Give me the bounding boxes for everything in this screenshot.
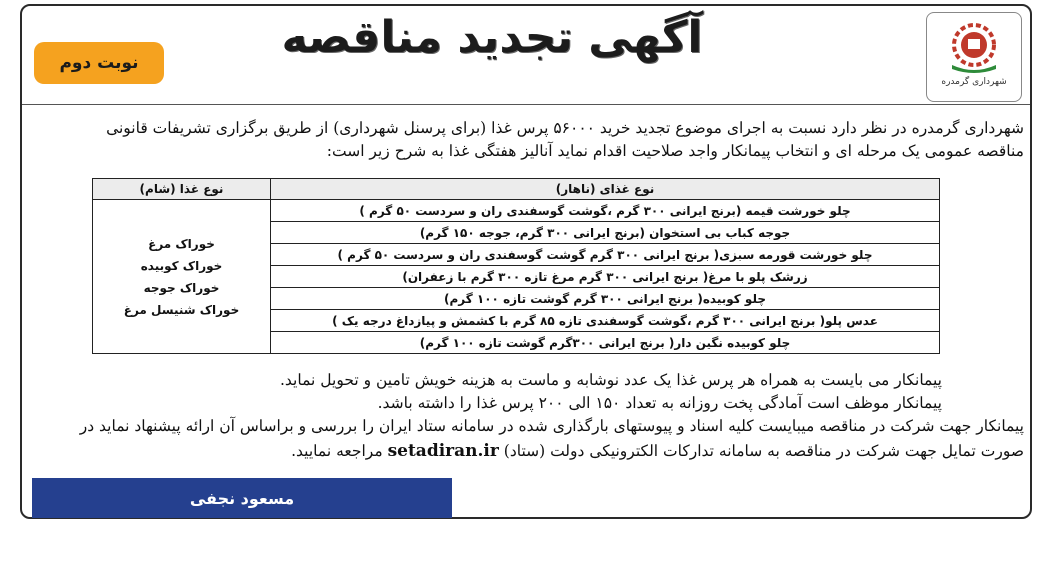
table-row xyxy=(93,200,940,222)
municipality-logo xyxy=(926,12,1022,102)
dinner-items-cell xyxy=(93,200,271,354)
lunch-item: زرشک پلو با مرغ( برنج ایرانی ۳۰۰ گرم مرغ تازه ۳۰۰ گرم با زعفران) xyxy=(271,266,940,288)
lunch-item: چلو خورشت قیمه (برنج ایرانی ۳۰۰ گرم ،گوشت گوسفندی ران و سردست ۵۰ گرم ) xyxy=(271,200,940,222)
body-line-4 xyxy=(291,440,1024,463)
dinner-item: خوراک کوبیده xyxy=(140,258,223,273)
weekly-menu-table xyxy=(92,178,940,354)
round-badge: نوبت دوم xyxy=(34,42,164,84)
body-line-4-end: مراجعه نمایید. xyxy=(291,442,383,460)
lunch-item: چلو کوبیده نگین دار( برنج ایرانی ۳۰۰گرم گوشت تازه ۱۰۰ گرم) xyxy=(271,332,940,354)
municipality-emblem-icon xyxy=(944,21,1004,75)
body-line-3: پیمانکار جهت شرکت در مناقصه میبایست کلیه اسناد و پیوستهای بارگذاری شده در سامانه ستاد ایران را بررسی و براساس آن ارائه پیشنهاد نماید در xyxy=(79,417,1024,435)
table-header-row xyxy=(93,179,940,200)
lunch-item: جوجه کباب بی استخوان (برنج ایرانی ۳۰۰ گرم، جوجه ۱۵۰ گرم) xyxy=(271,222,940,244)
lunch-item: چلو کوبیده( برنج ایرانی ۳۰۰ گرم گوشت تازه ۱۰۰ گرم) xyxy=(271,288,940,310)
header-divider xyxy=(22,104,1030,105)
page-title: آگهی تجدید مناقصه xyxy=(281,12,703,63)
lunch-item: چلو خورشت قورمه سبزی( برنج ایرانی ۳۰۰ گرم گوشت گوسفندی ران و سردست ۵۰ گرم ) xyxy=(271,244,940,266)
signatory-name: مسعود نجفی xyxy=(189,488,295,508)
lunch-item: عدس پلو( برنج ایرانی ۳۰۰ گرم ،گوشت گوسفندی تازه ۸۵ گرم با کشمش و پیازداغ درجه یک ) xyxy=(271,310,940,332)
dinner-item: خوراک شنیسل مرغ xyxy=(123,302,240,317)
dinner-column-header: نوع غذا (شام) xyxy=(93,179,271,200)
intro-line-1: شهرداری گرمدره در نظر دارد نسبت به اجرای موضوع تجدید خرید ۵۶۰۰۰ پرس غذا (برای پرسنل شهرداری) از طریق برگزاری تشریفات قانونی xyxy=(106,119,1024,137)
body-line-1: پیمانکار می بایست به همراه هر پرس غذا یک عدد نوشابه و ماست به هزینه خویش تامین و تحویل نماید. xyxy=(279,371,942,389)
body-line-2: پیمانکار موظف است آمادگی پخت روزانه به تعداد ۱۵۰ الی ۲۰۰ پرس غذا را داشته باشد. xyxy=(377,394,942,412)
notice-header xyxy=(22,6,1030,104)
dinner-item: خوراک مرغ xyxy=(148,236,215,251)
intro-line-2: مناقصه عمومی یک مرحله ای و انتخاب پیمانکار واجد صلاحیت اقدام نماید آنالیز هفتگی غذا به شرح زیر است: xyxy=(326,142,1024,160)
setadiran-link[interactable]: setadiran.ir xyxy=(387,441,499,461)
lunch-column-header: نوع غذای (ناهار) xyxy=(271,179,940,200)
logo-caption: شهرداری گرمدره xyxy=(941,77,1007,87)
body-line-4-start: صورت تمایل جهت شرکت در مناقصه به سامانه تدارکات الکترونیکی دولت (ستاد) xyxy=(503,442,1024,460)
signatory-bar xyxy=(32,478,452,518)
dinner-item: خوراک جوجه xyxy=(143,280,220,295)
